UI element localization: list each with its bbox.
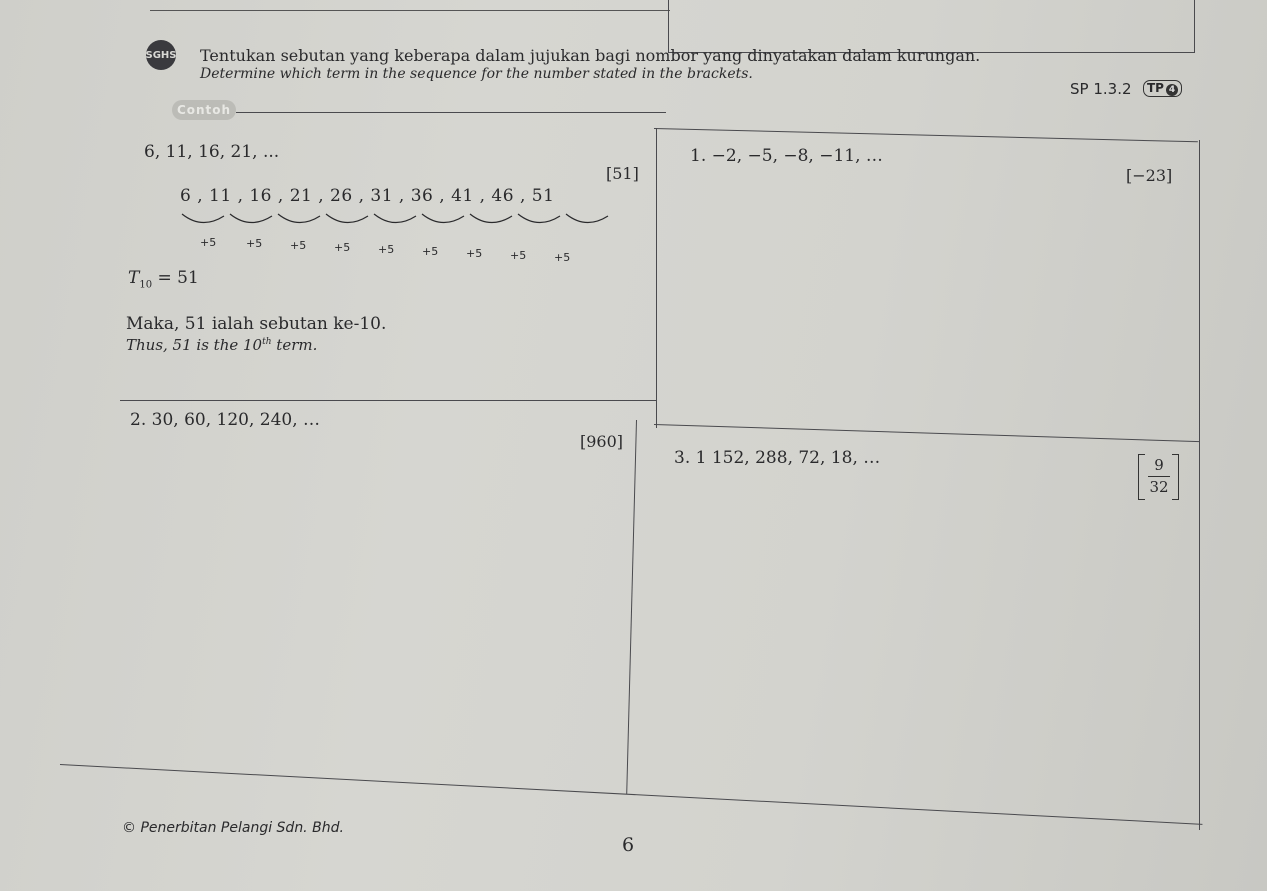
arrow-arc-5 <box>374 214 416 223</box>
arrow-arc-3 <box>278 214 320 223</box>
conclusion-english-text: Thus, 51 is the 10 <box>126 336 263 354</box>
arrow-arc-1 <box>182 214 224 223</box>
standard-code: SP 1.3.2 <box>1070 80 1132 98</box>
arrow-arc-4 <box>326 214 368 223</box>
step-label: +5 <box>510 249 527 262</box>
arrow-arc-9 <box>566 214 608 223</box>
example-target: [51] <box>606 164 639 183</box>
example-expanded-sequence: 6 , 11 , 16 , 21 , 26 , 31 , 36 , 41 , 46 , 51 <box>180 186 555 206</box>
arrow-arc-8 <box>518 214 560 223</box>
conclusion-english <box>126 336 317 354</box>
conclusion-english-end: term. <box>271 336 318 354</box>
grid-vertical-divider <box>656 128 657 428</box>
grid-middle-left <box>120 400 656 401</box>
example-label: Contoh <box>172 100 236 120</box>
question-2-number: 2. <box>130 410 147 430</box>
step-label: +5 <box>290 239 307 252</box>
term-symbol: T <box>128 268 140 288</box>
bracket-right <box>1172 454 1179 500</box>
question-1-target: [−23] <box>1126 166 1173 185</box>
instruction-malay: Tentukan sebutan yang keberapa dalam jujukan bagi nombor yang dinyatakan dalam kurungan. <box>200 46 981 65</box>
question-3 <box>674 448 880 468</box>
tp-label: TP <box>1147 81 1164 95</box>
page-number: 6 <box>622 834 635 856</box>
step-label: +5 <box>200 236 217 249</box>
question-1-sequence: −2, −5, −8, −11, … <box>711 146 883 166</box>
example-sequence: 6, 11, 16, 21, ... <box>144 142 280 162</box>
question-2 <box>130 410 320 430</box>
question-1-number: 1. <box>690 146 707 166</box>
question-1 <box>690 146 883 166</box>
conclusion-english-suffix: th <box>262 337 272 347</box>
copyright: © Penerbitan Pelangi Sdn. Bhd. <box>122 820 344 836</box>
arrow-arc-7 <box>470 214 512 223</box>
term-equation <box>128 268 199 290</box>
grid-top-left <box>236 112 666 113</box>
grid-vertical-divider-lower <box>626 420 637 794</box>
step-label: +5 <box>422 245 439 258</box>
grid-middle-right <box>654 424 1200 442</box>
step-label: +5 <box>378 243 395 256</box>
term-value: = 51 <box>152 268 199 288</box>
tp-level: 4 <box>1166 84 1178 96</box>
arrow-arc-6 <box>422 214 464 223</box>
step-label: +5 <box>246 237 263 250</box>
tp-badge <box>1143 80 1182 97</box>
grid-right-edge <box>1199 140 1200 830</box>
step-label: +5 <box>554 251 571 264</box>
term-index: 10 <box>139 279 153 291</box>
badge-icon: SGHS <box>146 40 176 70</box>
instruction-english: Determine which term in the sequence for the number stated in the brackets. <box>200 66 753 82</box>
step-label: +5 <box>466 247 483 260</box>
fraction-denominator: 32 <box>1149 478 1169 496</box>
top-rule <box>150 10 670 11</box>
arrow-arc-2 <box>230 214 272 223</box>
question-3-target <box>1136 452 1182 502</box>
fraction-numerator: 9 <box>1154 456 1164 474</box>
question-3-number: 3. <box>674 448 691 468</box>
question-2-target: [960] <box>580 432 624 451</box>
step-label: +5 <box>334 241 351 254</box>
grid-bottom <box>60 764 1202 825</box>
question-3-sequence: 1 152, 288, 72, 18, … <box>695 448 881 468</box>
question-2-sequence: 30, 60, 120, 240, … <box>151 410 321 430</box>
fraction-bar <box>1148 476 1170 477</box>
conclusion-malay: Maka, 51 ialah sebutan ke-10. <box>126 314 387 334</box>
grid-top-right <box>654 128 1198 142</box>
difference-arrows <box>178 208 618 232</box>
